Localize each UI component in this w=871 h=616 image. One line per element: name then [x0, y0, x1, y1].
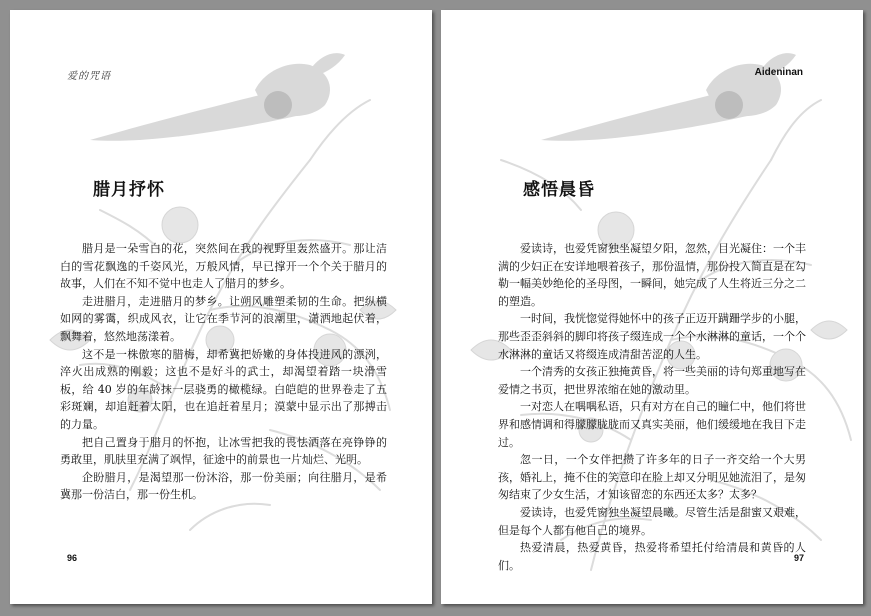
paragraph: 爱读诗，也爱凭窗独坐凝望夕阳，忽然，目光凝住：一个丰满的少妇正在安详地喂着孩子，那份温情，那份投入简直是在勾勒一幅美妙绝伦的圣母图，一瞬间，她完成了人生将近三分之二的塑造。 — [498, 242, 806, 308]
running-head: 爱的咒语 — [67, 71, 111, 82]
paragraph: 爱读诗，也爱凭窗独坐凝望晨曦。尽管生活是甜蜜又艰难，但是每个人都有他自己的境界。 — [498, 505, 806, 537]
paragraph: 这不是一株傲寒的腊梅，却希冀把娇嫩的身体投进风的漂洌，淬火出成熟的刚毅；这也不是好斗的武士，却渴望着踏一块滑雪板，给 40 岁的年龄抹一层骁勇的橄榄绿。白皑皑的世界卷走了五彩斑斓，却追赶着太阳，也在追赶着星月；漠蒙中显示出了那搏击的力量。 — [60, 347, 387, 431]
running-head: Aideninan — [754, 67, 803, 78]
article-body — [498, 240, 806, 574]
paragraph: 企盼腊月，是渴望那一份沐浴，那一份美丽；向往腊月，是希冀那一份洁白，那一份生机。 — [60, 470, 387, 502]
right-page — [441, 10, 863, 604]
paragraph: 一时间，我恍惚觉得她怀中的孩子正迈开蹒跚学步的小腿，那些歪歪斜斜的脚印将孩子缀连成一个个水淋淋的童话，一个个水淋淋的童话又将缀连成清甜苦涩的人生。 — [498, 312, 806, 361]
paragraph: 热爱清晨，热爱黄昏，热爱将希望托付给清晨和黄昏的人们。 — [498, 541, 806, 572]
left-page — [10, 10, 432, 604]
paragraph: 把自己置身于腊月的怀抱，让冰雪把我的畏怯洒落在亮铮铮的勇敢里，肌肤里充满了飒悍，征途中的前景也一片灿烂、光明。 — [60, 435, 387, 467]
paragraph: 腊月是一朵雪白的花，突然间在我的视野里轰然盛开。那让洁白的雪花飘逸的千姿风光，万般风情，早已撑开一个个关于腊月的故事，人们在不知不觉中也走人了腊月的梦乡。 — [60, 242, 387, 291]
page-number: 96 — [67, 553, 78, 563]
article-title: 腊月抒怀 — [93, 180, 165, 200]
article-body — [60, 240, 387, 504]
paragraph: 忽一日，一个女伴把攒了许多年的日子一齐交给一个大男孩，婚礼上，掩不住的笑意印在脸上却又分明见她流泪了，是匆匆结束了少女生活，才知该留恋的东西还太多？太多？ — [498, 453, 806, 502]
paragraph: 走进腊月，走进腊月的梦乡。让朔风雕塑柔韧的生命。把纵横如网的雾霭，织成风衣，让它在季节河的浪潮里，潇洒地起伏着，飘舞着，悠然地荡漾着。 — [60, 294, 387, 343]
paragraph: 一个清秀的女孩正独掩黄昏，将一些美丽的诗句郑重地写在爱情之书页，把世界浓缩在她的激动里。 — [498, 365, 806, 396]
article-title: 感悟晨昏 — [523, 180, 595, 200]
paragraph: 一对恋人在喁喁私语，只有对方在自己的瞳仁中，他们将世界和感情调和得朦朦胧胧而又真实美丽，他们缓缓地在我目下走过。 — [498, 400, 806, 449]
page-number: 97 — [793, 553, 804, 563]
